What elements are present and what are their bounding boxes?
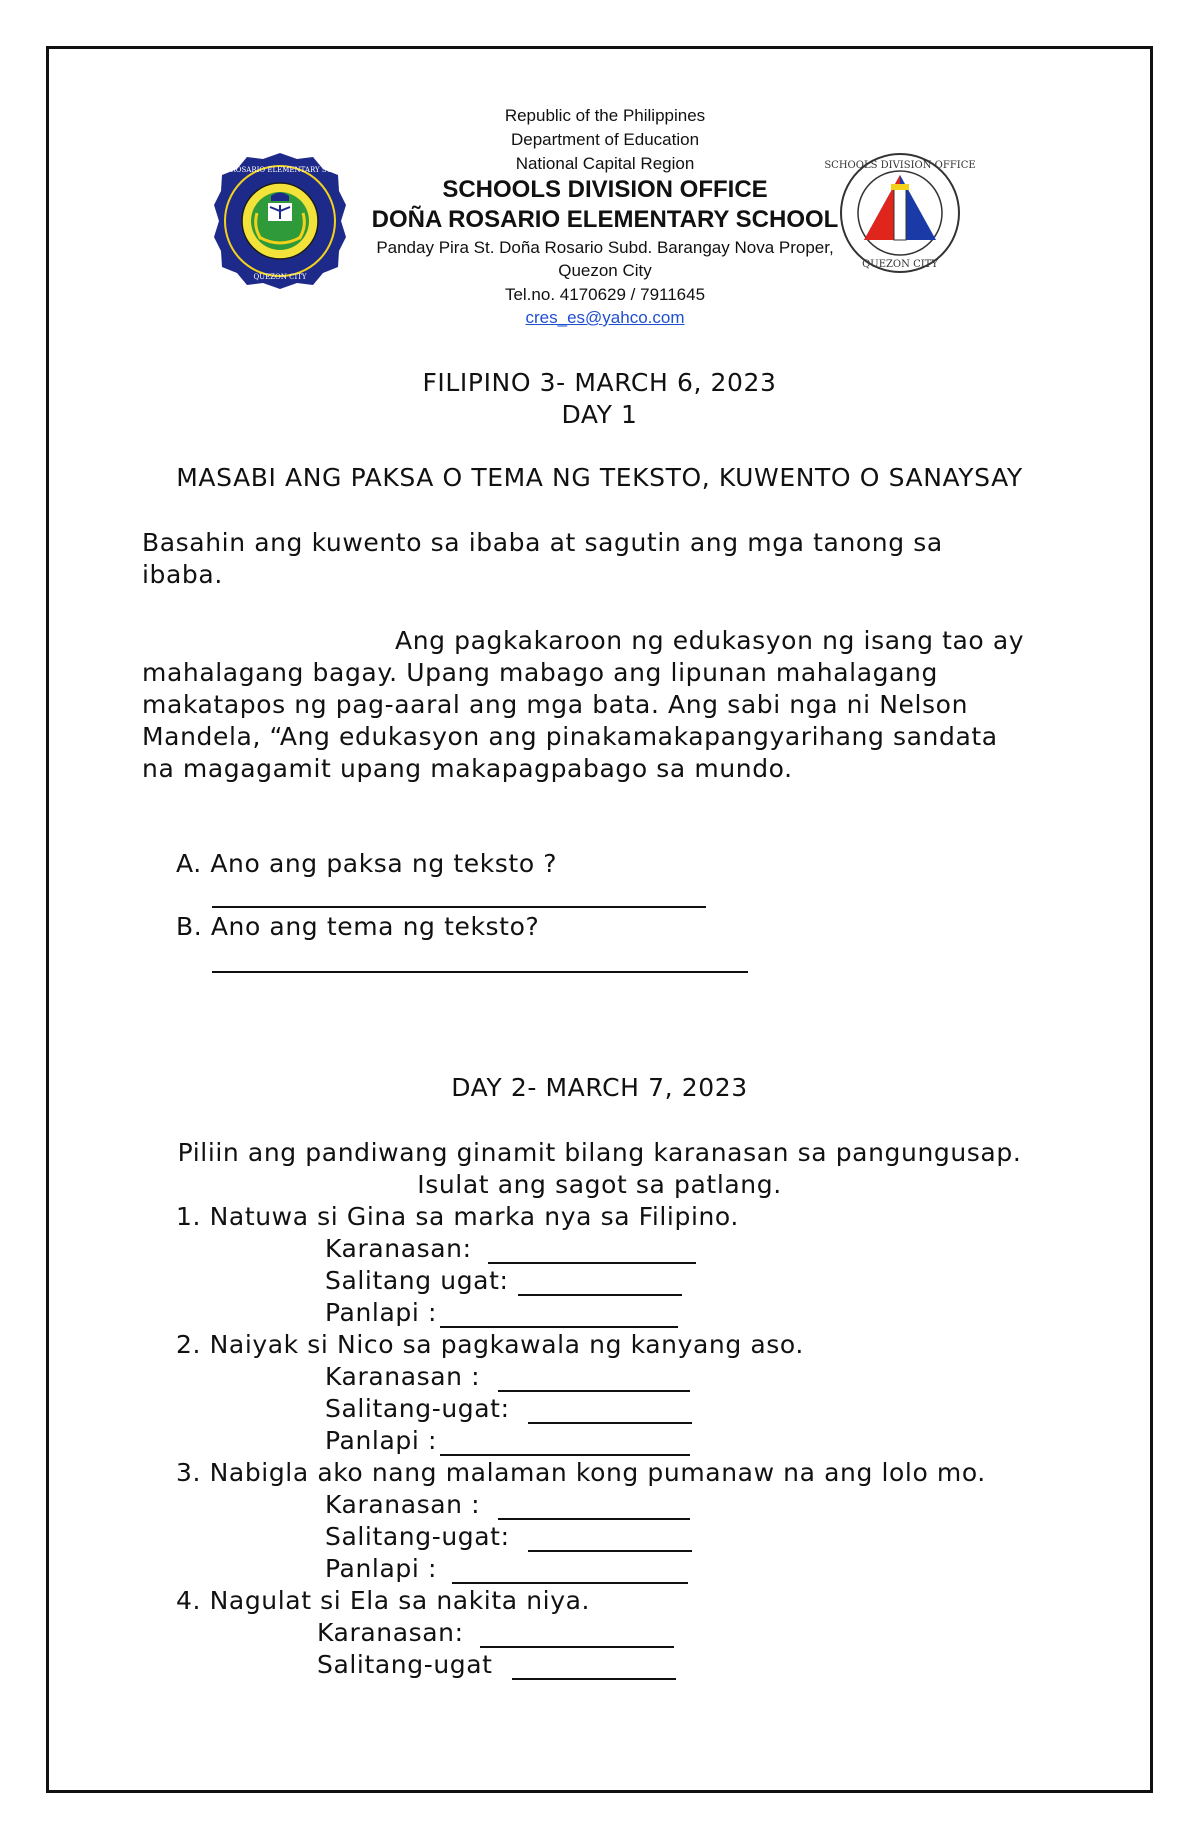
- item-2-panlapi-blank[interactable]: [440, 1454, 690, 1456]
- header-department: Department of Education: [510, 130, 700, 149]
- day2-instruction-line2: Isulat ang sagot sa patlang.: [417, 1170, 782, 1199]
- item-1-karanasan-blank[interactable]: [488, 1262, 696, 1264]
- item-1-salitang-ugat-label: Salitang ugat:: [325, 1266, 509, 1295]
- left-logo-text: DOÑA ROSARIO ELEMENTARY SCHOOL: [205, 166, 355, 174]
- item-3-karanasan-label: Karanasan :: [325, 1490, 481, 1519]
- day1-instruction-line1: Basahin ang kuwento sa ibaba at sagutin ang mga tanong sa: [142, 528, 943, 557]
- header-address-line2: Quezon City: [558, 261, 652, 280]
- day2-title: DAY 2- MARCH 7, 2023: [451, 1073, 748, 1102]
- item-3-salitang-ugat-label: Salitang-ugat:: [325, 1522, 510, 1551]
- story-line4: Mandela, “Ang edukasyon ang pinakamakapangyarihang sandata: [142, 722, 998, 751]
- header-email-link[interactable]: cres_es@yahco.com: [525, 308, 685, 327]
- item-2-panlapi-label: Panlapi :: [325, 1426, 437, 1455]
- story-line1: Ang pagkakaroon ng edukasyon ng isang tao ay: [395, 626, 1025, 655]
- answer-line-a[interactable]: [212, 906, 706, 908]
- schools-division-office-seal: [824, 148, 976, 278]
- item-4-karanasan-blank[interactable]: [480, 1646, 674, 1648]
- item-3-panlapi-blank[interactable]: [452, 1582, 688, 1584]
- question-a: A. Ano ang paksa ng teksto ?: [176, 849, 558, 878]
- item-1-salitang-ugat-blank[interactable]: [518, 1294, 682, 1296]
- item-4-salitang-ugat-blank[interactable]: [512, 1678, 676, 1680]
- header-republic: Republic of the Philippines: [504, 106, 706, 125]
- day1-instruction-line2: ibaba.: [142, 560, 223, 589]
- story-line5: na magagamit upang makapagpabago sa mundo.: [142, 754, 793, 783]
- right-logo-bottom-text: QUEZON CITY: [862, 259, 938, 270]
- item-4-sentence: 4. Nagulat si Ela sa nakita niya.: [176, 1586, 591, 1615]
- header-telephone: Tel.no. 4170629 / 7911645: [504, 285, 706, 304]
- item-3-panlapi-label: Panlapi :: [325, 1554, 437, 1583]
- header-region: National Capital Region: [515, 154, 695, 173]
- item-3-karanasan-blank[interactable]: [498, 1518, 690, 1520]
- item-1-panlapi-blank[interactable]: [440, 1326, 678, 1328]
- right-logo-text: SCHOOLS DIVISION OFFICE: [824, 160, 976, 171]
- item-3-sentence: 3. Nabigla ako nang malaman kong pumanaw na ang lolo mo.: [176, 1458, 986, 1487]
- day1-title: FILIPINO 3- MARCH 6, 2023: [422, 368, 777, 397]
- header-office: SCHOOLS DIVISION OFFICE: [442, 176, 768, 203]
- item-4-salitang-ugat-label: Salitang-ugat: [317, 1650, 493, 1679]
- header-school-name: DOÑA ROSARIO ELEMENTARY SCHOOL: [371, 206, 839, 233]
- day2-instruction-line1: Piliin ang pandiwang ginamit bilang karanasan sa pangungusap.: [177, 1138, 1022, 1167]
- item-2-salitang-ugat-blank[interactable]: [528, 1422, 692, 1424]
- item-1-karanasan-label: Karanasan:: [325, 1234, 472, 1263]
- item-4-karanasan-label: Karanasan:: [317, 1618, 464, 1647]
- day1-label: DAY 1: [561, 400, 638, 429]
- school-seal-logo: [205, 151, 355, 291]
- item-2-karanasan-label: Karanasan :: [325, 1362, 481, 1391]
- header-address-line1: Panday Pira St. Doña Rosario Subd. Barangay Nova Proper,: [376, 238, 834, 257]
- item-1-panlapi-label: Panlapi :: [325, 1298, 437, 1327]
- item-3-salitang-ugat-blank[interactable]: [528, 1550, 692, 1552]
- item-2-salitang-ugat-label: Salitang-ugat:: [325, 1394, 510, 1423]
- question-b: B. Ano ang tema ng teksto?: [176, 912, 540, 941]
- story-line3: makatapos ng pag-aaral ang mga bata. Ang sabi nga ni Nelson: [142, 690, 969, 719]
- left-logo-bottom-text: QUEZON CITY: [253, 273, 307, 281]
- day1-topic: MASABI ANG PAKSA O TEMA NG TEKSTO, KUWENTO O SANAYSAY: [176, 463, 1023, 492]
- story-line2: mahalagang bagay. Upang mabago ang lipunan mahalagang: [142, 658, 938, 687]
- item-2-karanasan-blank[interactable]: [498, 1390, 690, 1392]
- item-2-sentence: 2. Naiyak si Nico sa pagkawala ng kanyang aso.: [176, 1330, 804, 1359]
- item-1-sentence: 1. Natuwa si Gina sa marka nya sa Filipino.: [176, 1202, 739, 1231]
- answer-line-b[interactable]: [212, 971, 748, 973]
